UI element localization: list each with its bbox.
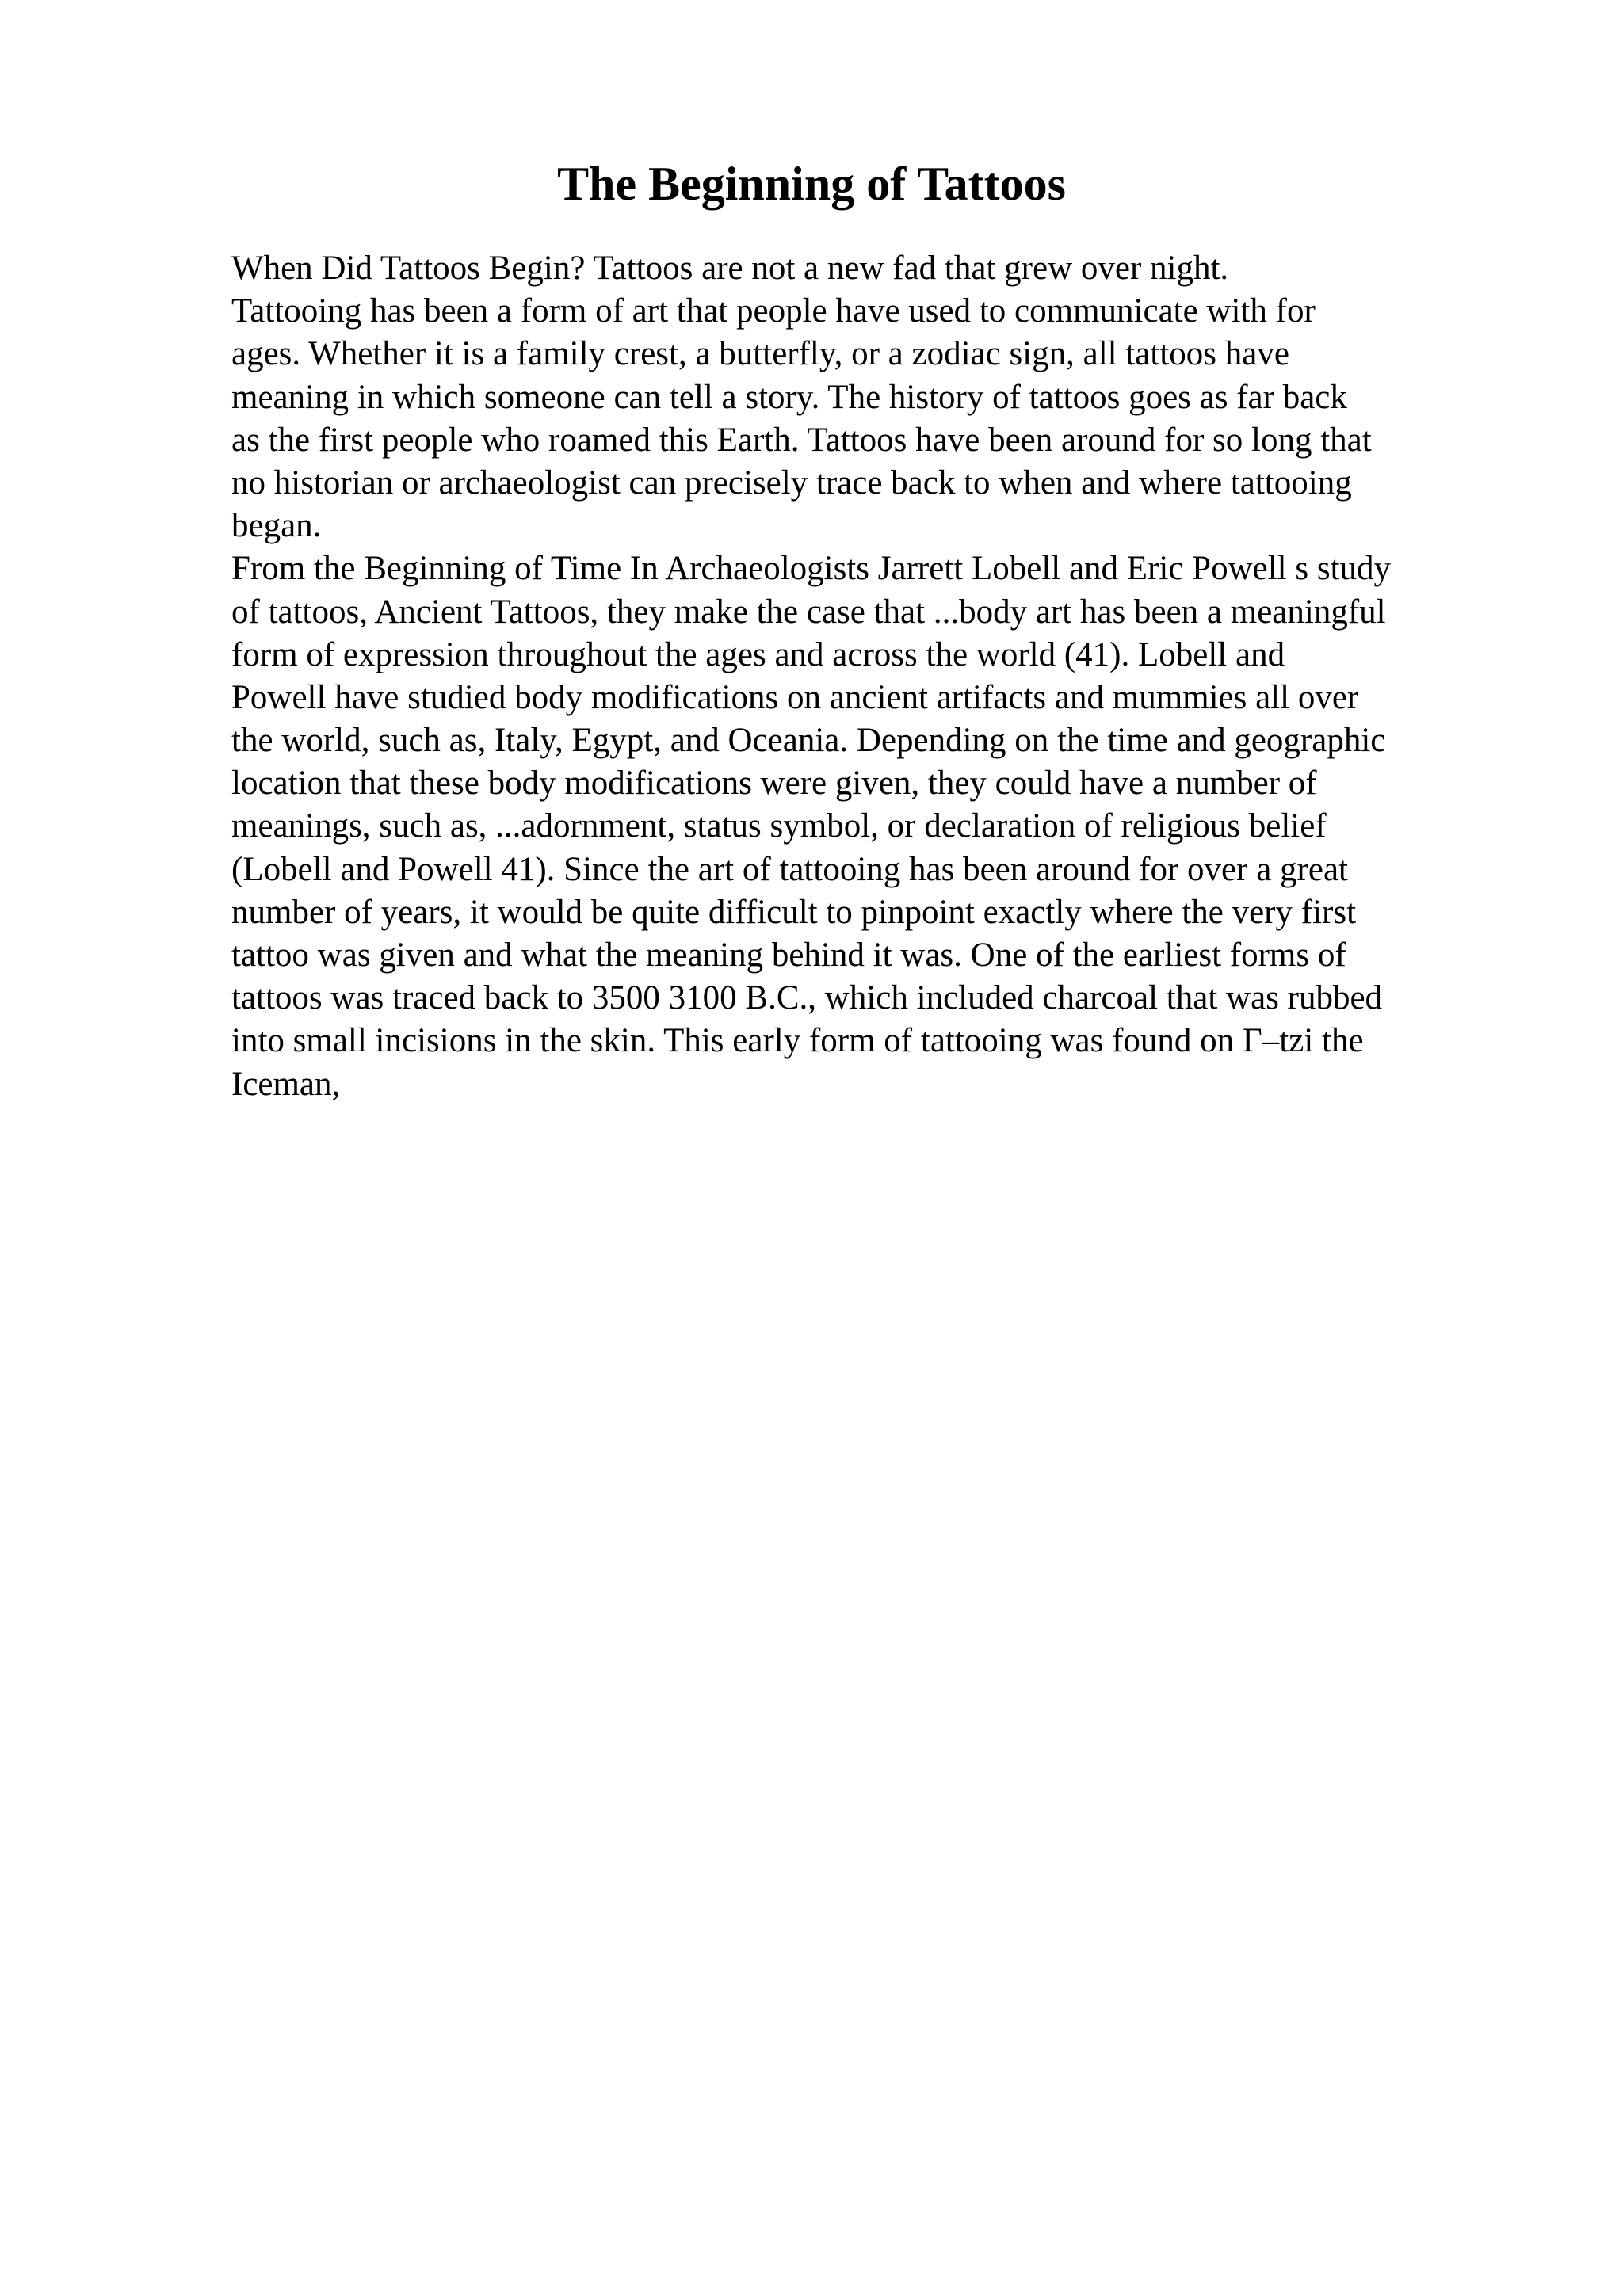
text-line: no historian or archaeologist can precisely trace back to when and where tattooing: [231, 463, 1352, 502]
document-body: [231, 247, 1515, 1106]
text-line: tattoo was given and what the meaning behind it was. One of the earliest forms of: [231, 936, 1346, 974]
text-line: Tattooing has been a form of art that people have used to communicate with for: [231, 292, 1316, 330]
text-line: ages. Whether it is a family crest, a butterfly, or a zodiac sign, all tattoos have: [231, 335, 1289, 373]
text-line: of tattoos, Ancient Tattoos, they make the case that ...body art has been a meaningful: [231, 593, 1386, 631]
text-line: form of expression throughout the ages and across the world (41). Lobell and: [231, 635, 1285, 673]
text-line: meaning in which someone can tell a story. The history of tattoos goes as far back: [231, 378, 1347, 416]
text-line: meanings, such as, ...adornment, status symbol, or declaration of religious belief: [231, 807, 1327, 845]
text-line: When Did Tattoos Begin? Tattoos are not a new fad that grew over night.: [231, 250, 1229, 287]
text-line: tattoos was traced back to 3500 3100 B.C., which included charcoal that was rubbed: [231, 979, 1383, 1017]
text-line: From the Beginning of Time In Archaeologists Jarrett Lobell and Eric Powell s study: [231, 550, 1392, 588]
text-line: the world, such as, Italy, Egypt, and Oceania. Depending on the time and geographic: [231, 722, 1386, 760]
text-line: (Lobell and Powell 41). Since the art of tattooing has been around for over a great: [231, 850, 1348, 888]
text-line: into small incisions in the skin. This early form of tattooing was found on Γ–tzi the: [231, 1022, 1364, 1060]
text-line: Iceman,: [231, 1065, 341, 1103]
text-line: as the first people who roamed this Earth. Tattoos have been around for so long that: [231, 421, 1372, 459]
text-line: location that these body modifications were given, they could have a number of: [231, 765, 1317, 803]
text-line: began.: [231, 507, 322, 545]
text-line: number of years, it would be quite difficult to pinpoint exactly where the very first: [231, 893, 1357, 931]
text-line: Powell have studied body modifications on ancient artifacts and mummies all over: [231, 678, 1359, 716]
document-title: The Beginning of Tattoos: [557, 158, 1066, 210]
